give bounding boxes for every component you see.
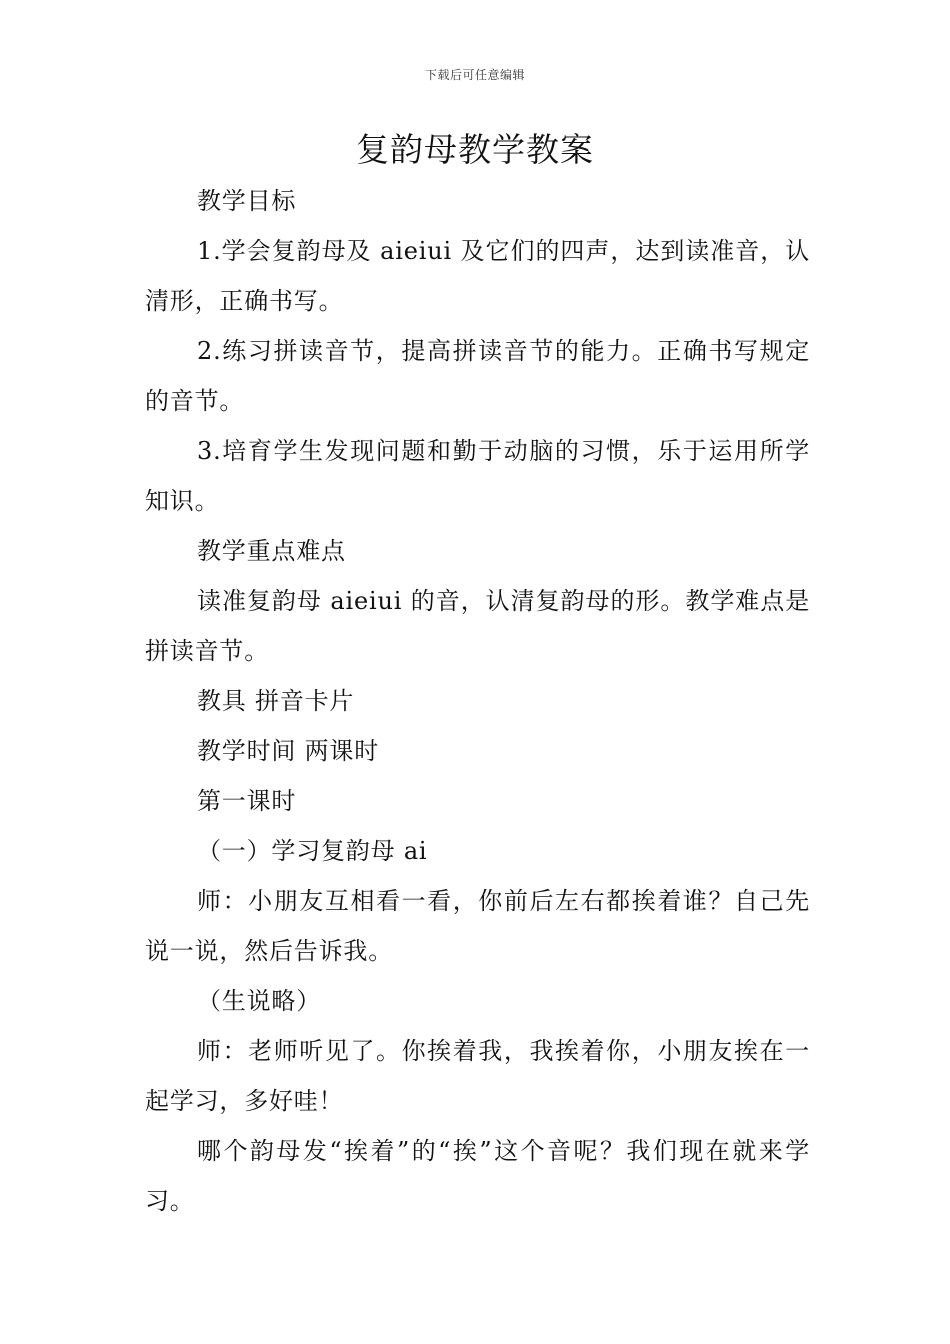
lesson-subheading: （一）学习复韵母 ai (197, 837, 428, 865)
header-note: 下载后可任意编辑 (424, 68, 525, 82)
teaching-aids-line: 教具 拼音卡片 (197, 687, 355, 715)
document-title: 复韵母教学教案 (356, 130, 594, 169)
objective-item-1: 1.学会复韵母及 aieiui 及它们的四声，达到读准音，认清形，正确书写。 (145, 237, 810, 315)
dialogue-paragraph: （生说略） (197, 987, 321, 1015)
section-heading-objectives: 教学目标 (197, 187, 297, 215)
dialogue-paragraph: 师：老师听见了。你挨着我，我挨着你，小朋友挨在一起学习，多好哇！ (145, 1037, 810, 1115)
key-points-text: 读准复韵母 aieiui 的音，认清复韵母的形。教学难点是拼读音节。 (145, 587, 810, 665)
dialogue-paragraph: 师：小朋友互相看一看，你前后左右都挨着谁？自己先说一说，然后告诉我。 (145, 887, 810, 965)
dialogue-paragraph: 哪个韵母发“挨着”的“挨”这个音呢？我们现在就来学习。 (145, 1137, 810, 1215)
document-body (145, 176, 810, 1226)
teaching-time-line: 教学时间 两课时 (197, 737, 380, 765)
objective-item-3: 3.培育学生发现问题和勤于动脑的习惯，乐于运用所学知识。 (145, 437, 810, 515)
objective-item-2: 2.练习拼读音节，提高拼读音节的能力。正确书写规定的音节。 (145, 337, 810, 415)
section-heading-key-points: 教学重点难点 (197, 537, 346, 565)
lesson-heading: 第一课时 (197, 787, 297, 815)
